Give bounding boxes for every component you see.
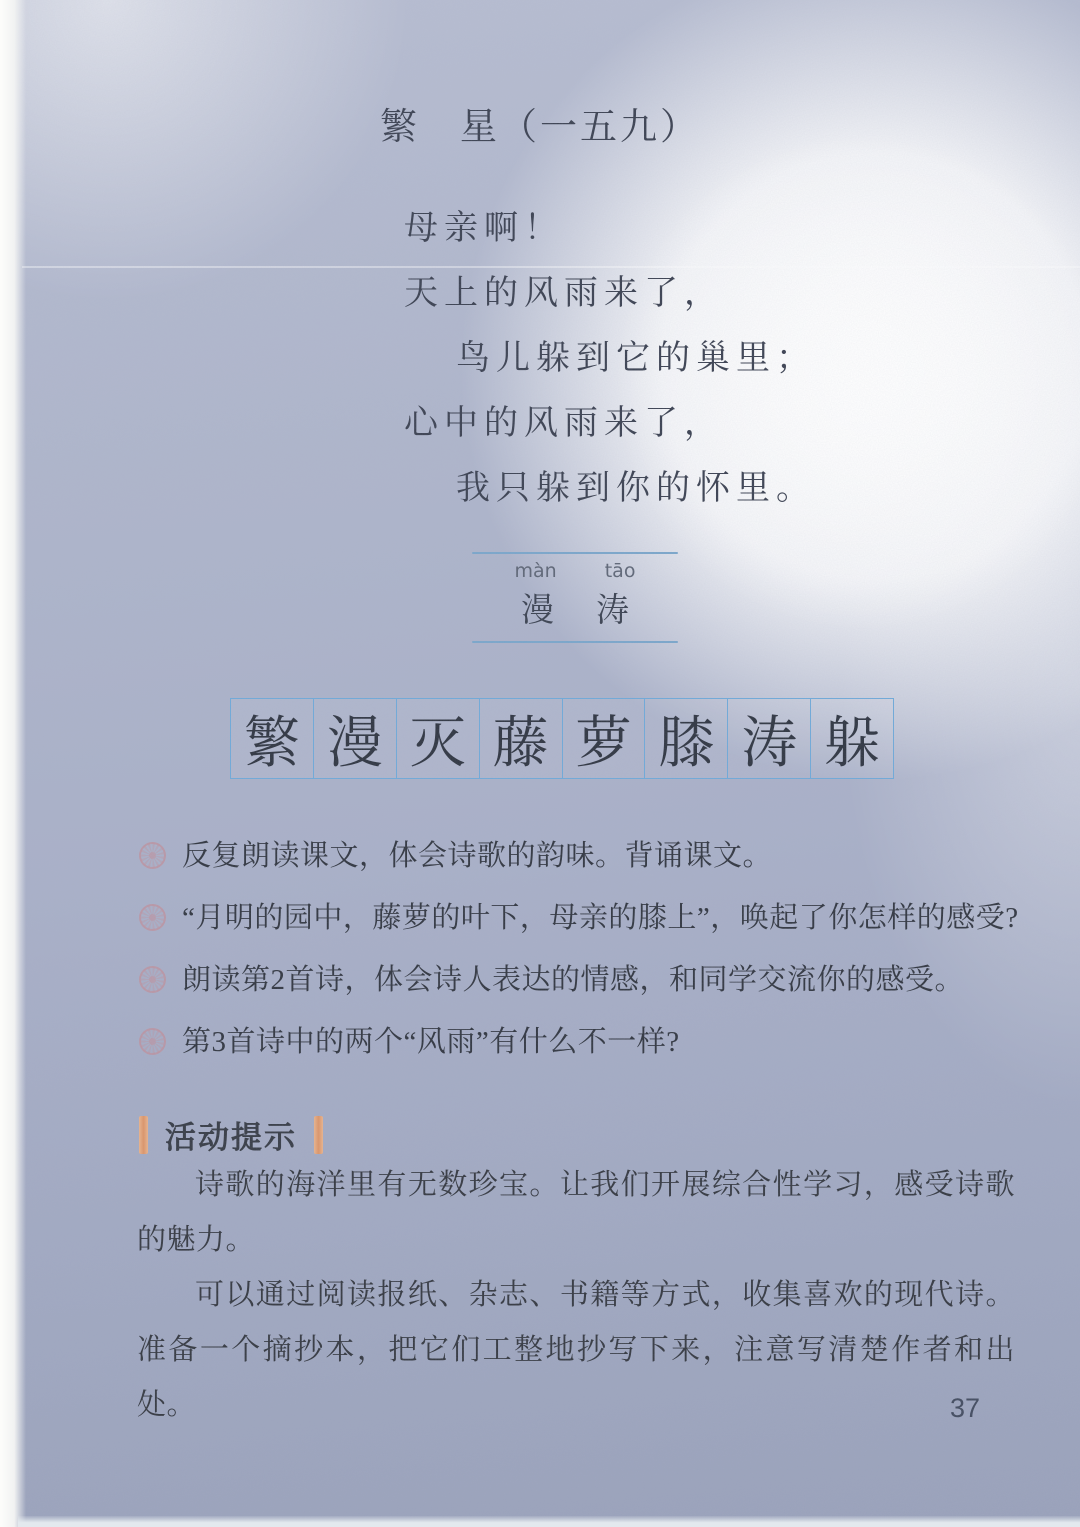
poem-body <box>404 196 816 521</box>
question-item <box>139 960 1039 1022</box>
page-number: 37 <box>950 1393 981 1423</box>
activity-heading <box>139 1112 323 1157</box>
poem-line: 我只躲到你的怀里。 <box>456 470 816 507</box>
pinyin-syllable: tāo <box>604 560 636 582</box>
pinyin-row <box>472 560 678 582</box>
character-cell: 藤 <box>479 699 562 778</box>
question-text: “月明的园中，藤萝的叶下，母亲的膝上”，唤起了你怎样的感受? <box>182 902 1019 934</box>
heading-bar-left-icon <box>139 1116 148 1154</box>
photo-edge-bottom <box>18 1516 1080 1527</box>
divider-rule-top <box>472 552 678 554</box>
new-word: 漫 <box>521 593 554 629</box>
character-cell: 躲 <box>810 699 893 778</box>
flower-seal-bullet-icon <box>139 966 166 993</box>
poem-line: 心中的风雨来了， <box>404 405 724 442</box>
activity-body <box>137 1158 1015 1433</box>
flower-seal-bullet-icon <box>139 1028 166 1055</box>
flower-seal-bullet-icon <box>139 904 166 931</box>
heading-bar-right-icon <box>314 1116 323 1154</box>
poem-line: 母亲啊！ <box>404 210 564 247</box>
new-word: 涛 <box>596 593 629 629</box>
question-item <box>139 1022 1039 1084</box>
flower-seal-bullet-icon <box>139 842 166 869</box>
question-text: 反复朗读课文，体会诗歌的韵味。背诵课文。 <box>182 840 773 872</box>
question-list <box>139 836 1039 1084</box>
character-cell: 漫 <box>313 699 396 778</box>
question-text: 朗读第2首诗，体会诗人表达的情感，和同学交流你的感受。 <box>182 964 965 996</box>
divider-rule-bottom <box>472 641 678 643</box>
poem-line: 鸟儿躲到它的巢里； <box>456 340 816 377</box>
character-cell: 灭 <box>396 699 479 778</box>
question-text: 第3首诗中的两个“风雨”有什么不一样? <box>182 1026 680 1058</box>
page-crease-line <box>22 266 1080 268</box>
photo-edge-left <box>0 0 26 1527</box>
activity-paragraph: 可以通过阅读报纸、杂志、书籍等方式，收集喜欢的现代诗。准备一个摘抄本，把它们工整地抄写下来，注意写清楚作者和出处。 <box>137 1279 1015 1421</box>
poem-title: 繁 星（一五九） <box>380 107 700 148</box>
pinyin-syllable: màn <box>514 560 557 582</box>
character-cell: 膝 <box>644 699 727 778</box>
question-item <box>139 836 1039 898</box>
new-character-grid <box>230 698 894 779</box>
poem-line: 天上的风雨来了， <box>404 275 724 312</box>
character-cell: 繁 <box>243 712 300 775</box>
question-item <box>139 898 1039 960</box>
activity-paragraph: 诗歌的海洋里有无数珍宝。让我们开展综合性学习，感受诗歌的魅力。 <box>137 1169 1015 1256</box>
character-cell: 萝 <box>562 699 645 778</box>
new-word-row <box>472 584 678 631</box>
activity-heading-title: 活动提示 <box>165 1120 297 1155</box>
character-cell: 涛 <box>727 699 810 778</box>
new-word-pinyin-block <box>472 552 678 643</box>
